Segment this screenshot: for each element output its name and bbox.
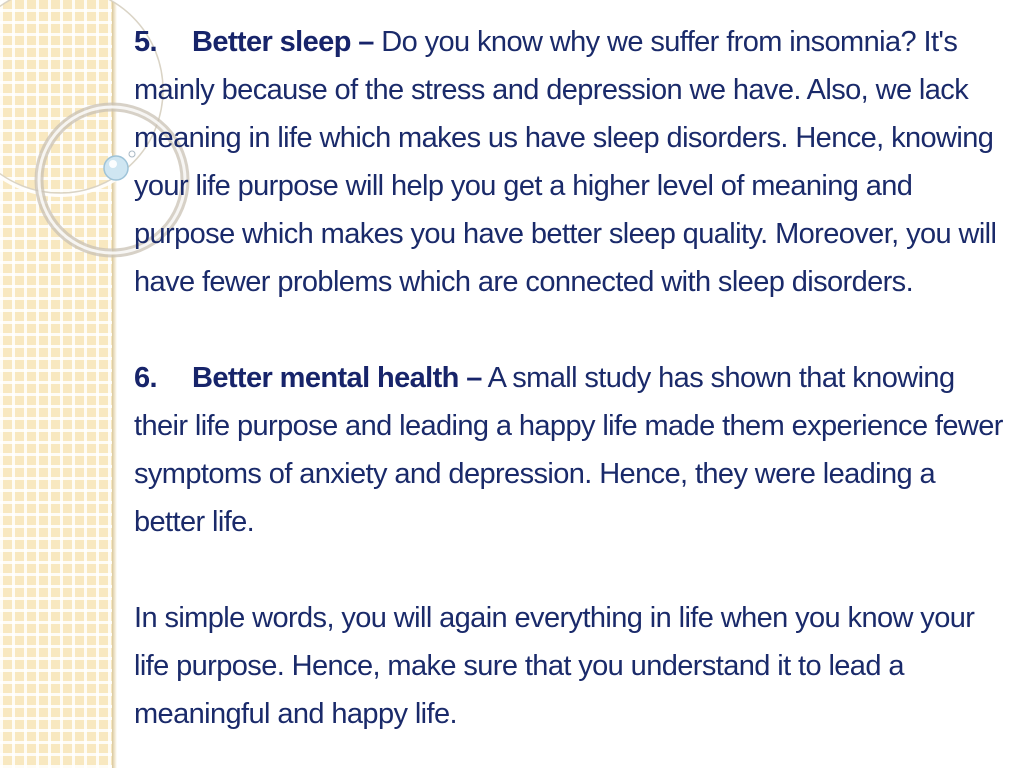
conclusion-paragraph: In simple words, you will again everything in life when you know your life purpose. Hence, make sure that you understand it to lead a meaningful and happy life.	[134, 602, 975, 730]
item-heading: Better mental health –	[192, 362, 482, 394]
paragraph-spacer	[134, 306, 1004, 354]
item-number: 6.	[134, 362, 157, 394]
item-number: 5.	[134, 26, 157, 58]
list-item-better-sleep	[134, 18, 1004, 306]
slide-content	[134, 18, 1004, 738]
list-item-better-mental-health	[134, 354, 1004, 546]
item-body: Do you know why we suffer from insomnia? It's mainly because of the stress and depression we have. Also, we lack meaning in life which makes us have sleep disorders. Hence, knowing your life purpose will help you get a higher level of meaning and purpose which makes you have better sleep quality. Moreover, you will have fewer problems which are connected with sleep disorders.	[134, 26, 997, 298]
paragraph-spacer	[134, 546, 1004, 594]
item-body: A small study has shown that knowing their life purpose and leading a happy life made them experience fewer symptoms of anxiety and depression. Hence, they were leading a better life.	[134, 362, 1003, 538]
item-heading: Better sleep –	[192, 26, 374, 58]
